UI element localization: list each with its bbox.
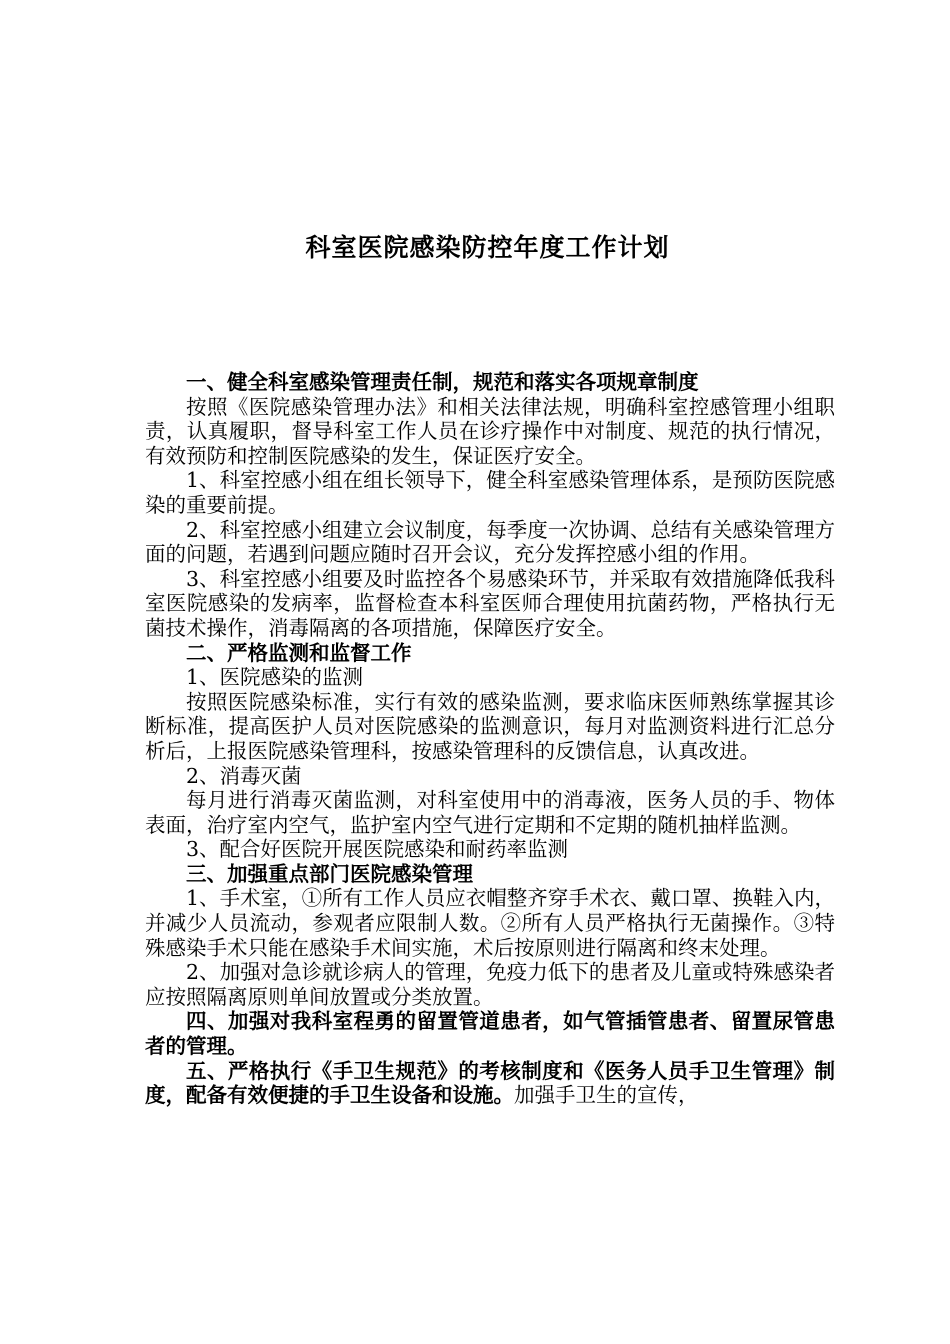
section-1-item-3: 3、科室控感小组要及时监控各个易感染环节，并采取有效措施降低我科室医院感染的发病率，监督检查本科室医师合理使用抗菌药物，严格执行无菌技术操作，消毒隔离的各项措施，保障医疗安全。 <box>145 566 835 640</box>
section-3-item-2: 2、加强对急诊就诊病人的管理，免疫力低下的患者及儿童或特殊感染者应按照隔离原则单间放置或分类放置。 <box>145 960 835 1009</box>
section-2-sub-3-title: 3、配合好医院开展医院感染和耐药率监测 <box>186 837 569 862</box>
document-title: 科室医院感染防控年度工作计划 <box>305 233 670 262</box>
section-2-sub-1-title: 1、医院感染的监测 <box>186 665 364 690</box>
section-1-item-2: 2、科室控感小组建立会议制度，每季度一次协调、总结有关感染管理方面的问题，若遇到问题应随时召开会议，充分发挥控感小组的作用。 <box>145 517 835 567</box>
section-1-intro: 按照《医院感染管理办法》和相关法律法规，明确科室控感管理小组职责，认真履职，督导科室工作人员在诊疗操作中对制度、规范的执行情况，有效预防和控制医院感染的发生，保证医疗安全。 <box>145 394 835 468</box>
section-2-sub-2-text: 每月进行消毒灭菌监测，对科室使用中的消毒液，医务人员的手、物体表面，治疗室内空气，监护室内空气进行定期和不定期的随机抽样监测。 <box>145 788 835 837</box>
section-1-item-1: 1、科室控感小组在组长领导下，健全科室感染管理体系，是预防医院感染的重要前提。 <box>145 468 835 517</box>
section-5-heading: 五、严格执行《手卫生规范》的考核制度和《医务人员手卫生管理》制度，配备有效便捷的手卫生设备和设施。 <box>145 1058 835 1108</box>
section-4-heading: 四、加强对我科室程勇的留置管道患者，如气管插管患者、留置尿管患者的管理。 <box>145 1009 835 1059</box>
section-2-heading: 二、严格监测和监督工作 <box>186 640 412 665</box>
section-3-item-1: 1、手术室，①所有工作人员应衣帽整齐穿手术衣、戴口罩、换鞋入内，并减少人员流动，参观者应限制人数。②所有人员严格执行无菌操作。③特殊感染手术只能在感染手术间实施，术后按原则进行隔离和终末处理。 <box>145 886 835 960</box>
section-2-sub-1-text: 按照医院感染标准，实行有效的感染监测，要求临床医师熟练掌握其诊断标准，提高医护人员对医院感染的监测意识，每月对监测资料进行汇总分析后，上报医院感染管理科，按感染管理科的反馈信息，认真改进。 <box>145 689 835 763</box>
section-3-heading: 三、加强重点部门医院感染管理 <box>186 861 473 886</box>
section-5-tail: 加强手卫生的宣传， <box>514 1083 699 1108</box>
section-1-heading: 一、健全科室感染管理责任制，规范和落实各项规章制度 <box>186 370 699 394</box>
section-5-paragraph <box>145 1059 835 1108</box>
section-2-sub-2-title: 2、消毒灭菌 <box>186 763 302 788</box>
document-body <box>145 370 835 1108</box>
